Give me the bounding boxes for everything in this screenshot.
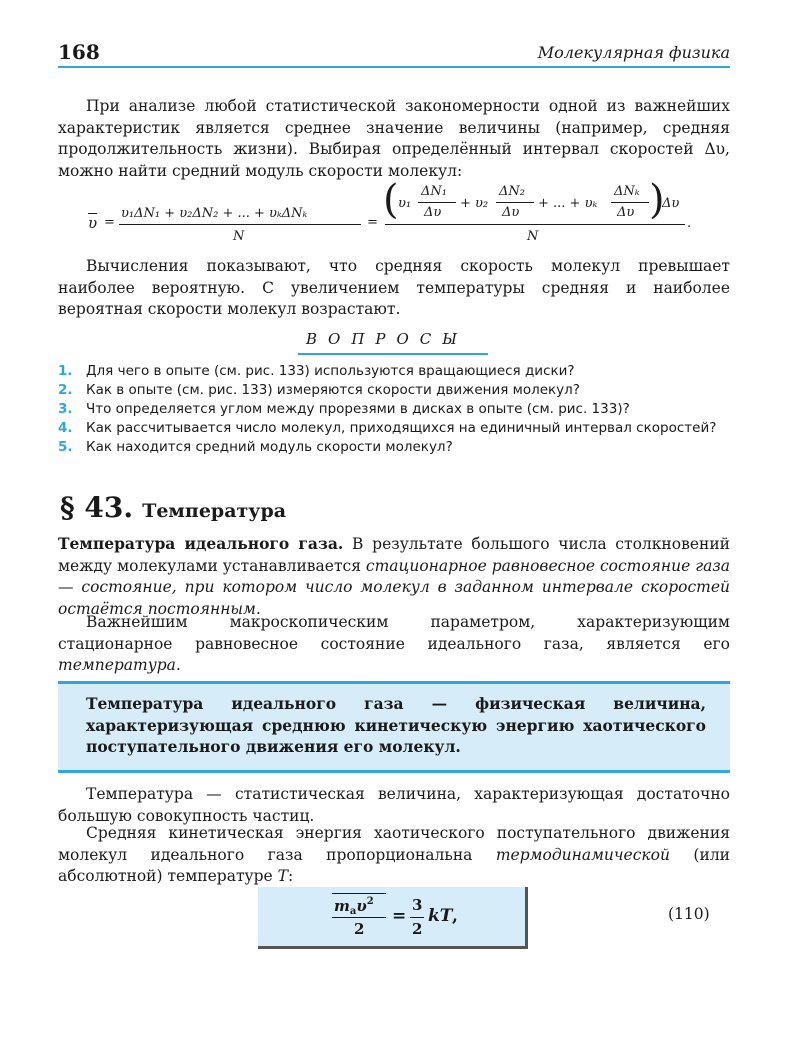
formula-110-v: υ — [356, 897, 367, 915]
section-heading — [60, 491, 286, 524]
formula-v1: υ₁ — [398, 196, 412, 211]
formula-den-1: N — [233, 229, 245, 244]
question-number: 5. — [58, 439, 73, 455]
formula-f2-num: ΔN₂ — [499, 184, 525, 199]
fraction-bar-1 — [119, 224, 361, 225]
formula-open-paren: ( — [383, 177, 399, 223]
energy-paragraph — [58, 823, 730, 888]
question-item — [58, 438, 730, 457]
question-item — [58, 381, 730, 400]
section-number: § 43. — [60, 491, 134, 524]
formula-eq-2: = — [367, 215, 378, 230]
definition-box — [58, 681, 730, 773]
formula-110-box — [258, 887, 528, 949]
question-text: Как находится средний модуль скорости молекул? — [86, 439, 453, 455]
formula-110-kt: kT — [428, 906, 453, 926]
formula-110-bar — [332, 917, 386, 918]
question-item — [58, 362, 730, 381]
formula-tail: Δυ — [662, 196, 680, 211]
fraction-bar-f2 — [496, 202, 534, 203]
ideal-gas-text-1: В результате большого числа столкновений между молекулами устанавливается — [58, 535, 730, 575]
questions-list — [58, 362, 730, 457]
energy-end: : — [288, 867, 294, 885]
question-text: Как в опыте (см. рис. 133) измеряются скорости движения молекул? — [86, 382, 580, 398]
running-title: Молекулярная физика — [537, 43, 730, 62]
formula-num-1: υ₁ΔN₁ + υ₂ΔN₂ + ... + υₖΔNₖ — [121, 206, 308, 221]
calc-paragraph: Вычисления показывают, что средняя скорость молекул превышает наиболее вероятную. С увеличением температуры средняя и наиболее вероятная скорости молекул возрастают. — [58, 257, 730, 318]
macro-end: . — [175, 656, 181, 674]
ideal-gas-paragraph — [58, 533, 730, 620]
page-header — [58, 40, 730, 68]
formula-110-comma: , — [452, 906, 458, 926]
question-item — [58, 400, 730, 419]
formula-f2-den: Δυ — [502, 205, 520, 220]
formula-period: . — [687, 216, 692, 231]
question-item — [58, 419, 730, 438]
fraction-bar-f1 — [418, 202, 456, 203]
formula-110-bar-2 — [410, 917, 424, 918]
energy-italic: термодинамической — [495, 845, 670, 864]
question-number: 2. — [58, 382, 73, 398]
formula-fk-den: Δυ — [617, 205, 635, 220]
formula-110-numerator — [334, 896, 374, 917]
energy-var-t: T — [277, 867, 289, 885]
energy-text: Средняя кинетическая энергия хаотического поступательного движения молекул идеального газа пропорциональна — [58, 824, 730, 864]
question-text: Как рассчитывается число молекул, приходящихся на единичный интервал скоростей? — [86, 420, 717, 436]
formula-110-three: 3 — [412, 896, 423, 914]
formula-110-m: m — [334, 897, 350, 915]
formula-close-paren: ) — [649, 177, 665, 223]
formula-110-m-sub: а — [349, 906, 357, 917]
formula-110-v-sup: 2 — [366, 896, 374, 907]
ideal-gas-italic: стационарное равновесное состояние газа — состояние, при котором число молекул в заданном интервале скоростей остаётся постоянным — [58, 556, 730, 618]
formula-f1-num: ΔN₁ — [421, 184, 447, 199]
questions-underline — [298, 353, 488, 355]
energy-text-2: (или абсолютной) температуре — [58, 845, 730, 885]
formula-110-overline — [332, 893, 386, 894]
formula-110-den: 2 — [354, 920, 365, 938]
statistical-paragraph: Температура — статистическая величина, характеризующая достаточно большую совокупность частиц. — [58, 785, 730, 825]
intro-paragraph: При анализе любой статистической закономерности одной из важнейших характеристик является среднее значение величины (например, средняя продолжительность жизни). Выбирая определённый интервал скоростей Δυ, можно найти средний модуль скорости молекул: — [58, 97, 730, 180]
macro-italic: температура — [58, 656, 176, 674]
question-number: 4. — [58, 420, 73, 436]
fraction-bar-fk — [611, 202, 649, 203]
equation-number: (110) — [668, 905, 710, 923]
formula-eq-1: = — [104, 215, 115, 230]
formula-plus-v2: + υ₂ — [460, 196, 489, 211]
fraction-bar-2 — [385, 224, 685, 225]
macro-text: Важнейшим макроскопическим параметром, характеризующим стационарное равновесное состояние идеального газа, является его — [58, 613, 730, 653]
formula-110-two: 2 — [412, 920, 423, 938]
definition-text: Температура идеального газа — физическая величина, характеризующая среднюю кинетическую энергию хаотического поступательного движения его молекул. — [86, 694, 706, 756]
formula-plus-vk: + ... + υₖ — [538, 196, 598, 211]
question-text: Для чего в опыте (см. рис. 133) используются вращающиеся диски? — [86, 363, 575, 379]
macro-parameter-paragraph — [58, 612, 730, 677]
formula-lhs: $\overline{\upsilon}$ — [88, 214, 98, 232]
formula-f1-den: Δυ — [424, 205, 442, 220]
formula-fk-num: ΔNₖ — [614, 184, 640, 199]
ideal-gas-text-2: . — [255, 599, 261, 618]
formula-110-eq: = — [392, 906, 407, 926]
questions-title: ВОПРОСЫ — [306, 330, 469, 348]
question-text: Что определяется углом между прорезями в дисках в опыте (см. рис. 133)? — [86, 401, 630, 417]
page-number: 168 — [58, 40, 100, 64]
section-title: Температура — [142, 500, 287, 522]
question-number: 1. — [58, 363, 73, 379]
question-number: 3. — [58, 401, 73, 417]
formula-den-2: N — [527, 229, 539, 244]
ideal-gas-lead: Температура идеального газа. — [58, 534, 344, 553]
